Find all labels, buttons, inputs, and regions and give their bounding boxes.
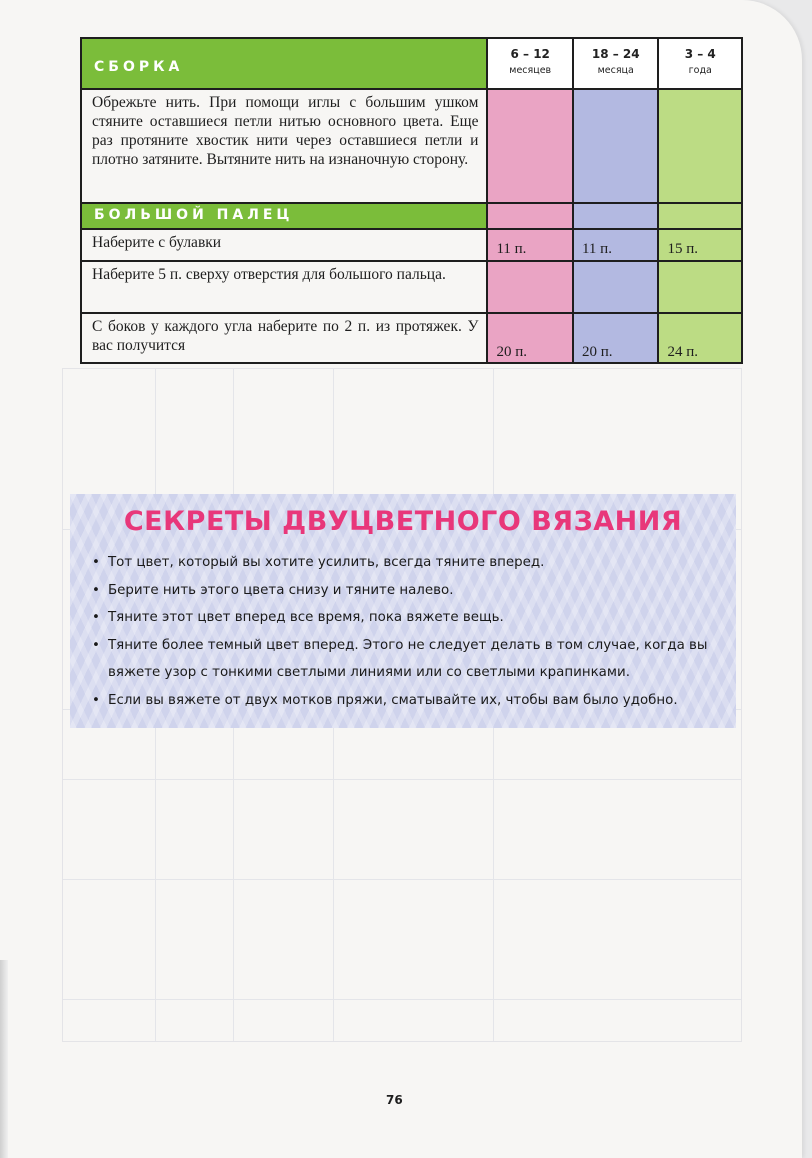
tips-title: СЕКРЕТЫ ДВУЦВЕТНОГО ВЯЗАНИЯ — [123, 506, 683, 537]
tips-box — [70, 494, 736, 728]
age-range: 3 – 4 — [684, 47, 716, 61]
value-cell — [573, 89, 659, 203]
stitch-count: 24 п. — [667, 344, 699, 360]
table-header-row — [81, 38, 742, 89]
instruction-text: С боков у каждого угла наберите по 2 п. из протяжек. У вас получится — [92, 318, 479, 354]
stitch-count: 11 п. — [496, 241, 527, 257]
instruction-cell — [81, 89, 487, 203]
age-unit: года — [688, 65, 712, 76]
section-header-thumb — [81, 203, 487, 229]
tip-text: Тяните этот цвет вперед все время, пока вяжете вещь. — [108, 610, 504, 625]
bullet-icon: • — [92, 692, 100, 708]
value-cell — [487, 203, 573, 229]
tips-list — [92, 549, 726, 714]
bullet-icon: • — [92, 610, 100, 625]
value-cell — [487, 313, 573, 363]
value-cell — [658, 229, 742, 261]
age-column-2 — [573, 38, 659, 89]
value-cell — [573, 229, 659, 261]
stitch-count: 20 п. — [581, 344, 613, 360]
age-column-1 — [487, 38, 573, 89]
value-cell — [573, 261, 659, 313]
age-column-3 — [658, 38, 742, 89]
instruction-cell — [81, 261, 487, 313]
section-header-row — [81, 203, 742, 229]
instruction-text: Обрежьте нить. При помощи иглы с большим ушком стяните оставшиеся петли нитью основного цвета. Еще раз протяните хвостик нити через оставшиеся петли и плотно затяните. Вытяните нить на изнаночную сторону. — [92, 94, 479, 168]
list-item — [92, 577, 726, 605]
table-row — [81, 313, 742, 363]
instruction-text: Наберите 5 п. сверху отверстия для большого пальца. — [92, 266, 446, 283]
age-unit: месяцев — [509, 65, 552, 76]
tip-text: Тяните более темный цвет вперед. Этого не следует делать в том случае, когда вы вяжете узор с тонкими светлыми линиями или со светлыми крапинками. — [108, 637, 708, 680]
stitch-count: 20 п. — [496, 344, 527, 360]
value-cell — [487, 89, 573, 203]
value-cell — [658, 313, 742, 363]
list-item — [92, 604, 726, 632]
tip-text: Если вы вяжете от двух мотков пряжи, сматывайте их, чтобы вам было удобно. — [108, 692, 678, 708]
table-row — [81, 229, 742, 261]
bullet-icon: • — [92, 555, 100, 570]
instruction-text: Наберите с булавки — [92, 234, 222, 251]
value-cell — [487, 229, 573, 261]
age-range: 6 – 12 — [510, 47, 550, 61]
instruction-cell — [81, 313, 487, 363]
stitch-count: 11 п. — [581, 241, 612, 257]
table-row — [81, 89, 742, 203]
instruction-cell — [81, 229, 487, 261]
page-number: 76 — [386, 1093, 403, 1107]
age-range: 18 – 24 — [591, 47, 640, 61]
bullet-icon: • — [92, 582, 100, 598]
instruction-table — [80, 37, 743, 364]
age-unit: месяца — [597, 65, 634, 76]
page-spine-edge — [0, 960, 8, 1158]
list-item — [92, 549, 726, 577]
section-title-assembly: СБОРКА — [94, 59, 184, 75]
table-row — [81, 261, 742, 313]
section-title-thumb: БОЛЬШОЙ ПАЛЕЦ — [94, 207, 294, 223]
value-cell — [573, 203, 659, 229]
section-header-assembly — [81, 38, 487, 89]
value-cell — [573, 313, 659, 363]
value-cell — [658, 203, 742, 229]
tip-text: Тот цвет, который вы хотите усилить, всегда тяните вперед. — [108, 555, 545, 570]
list-item — [92, 687, 726, 715]
bullet-icon: • — [92, 637, 100, 653]
list-item — [92, 632, 726, 687]
tip-text: Берите нить этого цвета снизу и тяните налево. — [108, 582, 454, 598]
value-cell — [487, 261, 573, 313]
value-cell — [658, 261, 742, 313]
stitch-count: 15 п. — [667, 241, 699, 257]
value-cell — [658, 89, 742, 203]
